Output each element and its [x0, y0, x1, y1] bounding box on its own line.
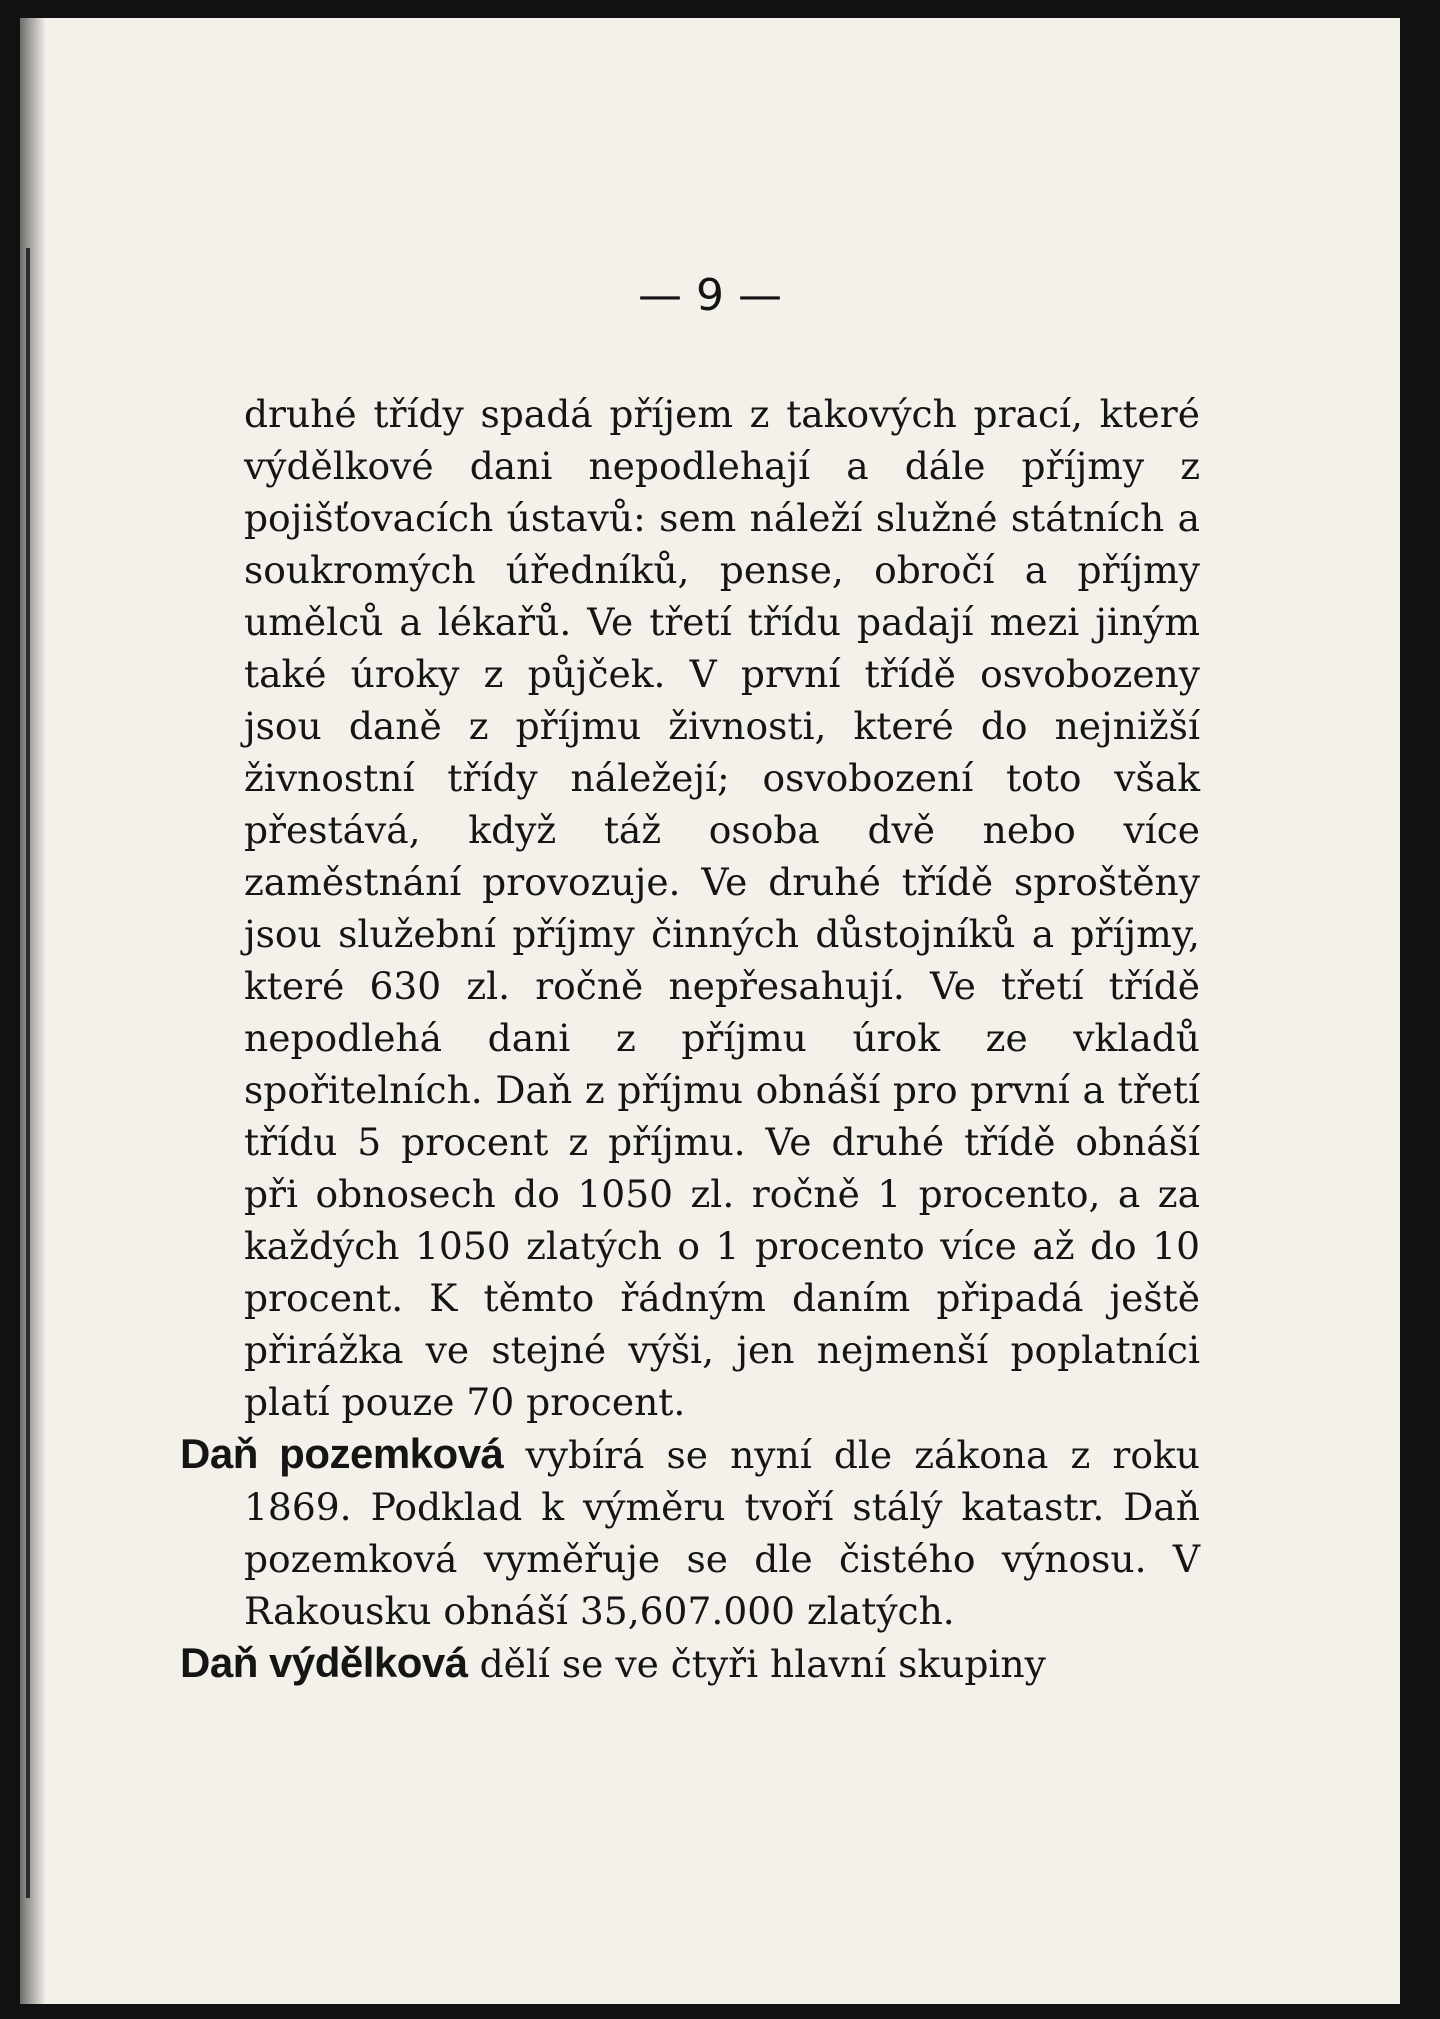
- body-text: [180, 388, 1200, 1690]
- entry-dan-vydelkova: [180, 1637, 1200, 1690]
- book-page: [20, 18, 1400, 2004]
- continued-paragraph: druhé třídy spadá příjem z takových prací, které výdělkové dani nepodlehají a dále příjmy z pojišťovacích ústavů: sem náleží služné státních a soukromých úředníků, pense, obročí a příjmy umělců a lékařů. Ve třetí třídu padají mezi jiným také úroky z půjček. V první třídě osvobozeny jsou daně z příjmu živnosti, které do nejnižší živnostní třídy náležejí; osvobození toto však přestává, když táž osoba dvě nebo více zaměstnání provozuje. Ve druhé třídě sproštěny jsou služební příjmy činných důstojníků a příjmy, které 630 zl. ročně nepřesahují. Ve třetí třídě nepodlehá dani z příjmu úrok ze vkladů spořitelních. Daň z příjmu obnáší pro první a třetí třídu 5 procent z příjmu. Ve druhé třídě obnáší při obnosech do 1050 zl. ročně 1 procento, a za každých 1050 zlatých o 1 procento více až do 10 procent. K těmto řádným daním připadá ještě přirážka ve stejné výši, jen nejmenší poplatníci platí pouze 70 procent.: [244, 392, 1200, 1424]
- binding-edge: [26, 248, 30, 1898]
- entry-term: Daň pozemková: [180, 1430, 504, 1477]
- entry-text: vybírá se nyní dle zákona z roku 1869. Podklad k výměru tvoří stálý katastr. Daň pozemková vyměřuje se dle čistého výnosu. V Rakousku obnáší 35,607.000 zlatých.: [244, 1433, 1200, 1633]
- entry-term: Daň výdělková: [180, 1639, 468, 1686]
- entry-text: dělí se ve čtyři hlavní skupiny: [467, 1642, 1046, 1686]
- entry-dan-pozemkova: [180, 1428, 1200, 1637]
- page-number: — 9 —: [638, 270, 782, 321]
